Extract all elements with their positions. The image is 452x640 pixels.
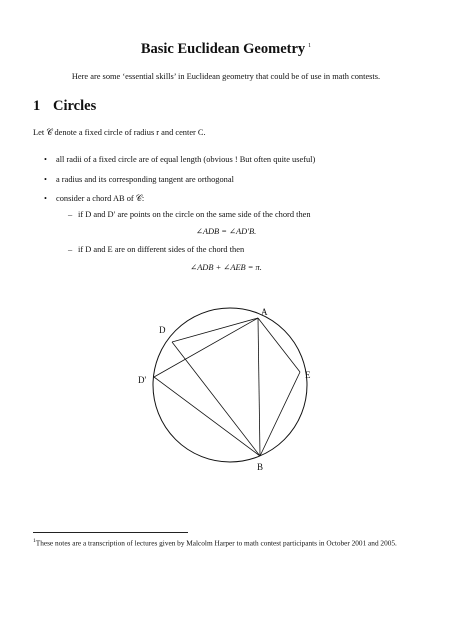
label-a: A bbox=[261, 307, 268, 317]
equation-2: ∠ADB + ∠AEB = π. bbox=[190, 263, 262, 272]
segment-d-prime-b bbox=[154, 377, 260, 456]
footnote-rule bbox=[33, 532, 188, 533]
bullet-item bbox=[44, 194, 145, 204]
title-footnote-mark: 1 bbox=[308, 43, 312, 49]
title-text: Basic Euclidean Geometry bbox=[140, 41, 306, 57]
label-b: B bbox=[257, 462, 264, 472]
bullet-symbol: • bbox=[44, 175, 47, 184]
section-title: Circles bbox=[53, 98, 97, 114]
footnote-text: These notes are a transcription of lectures given by Malcolm Harper to math contest participants in October 2001 and 2005. bbox=[35, 538, 397, 548]
page-title bbox=[0, 41, 452, 58]
bullet-text: consider a chord AB of 𝒞: bbox=[56, 194, 145, 203]
footnote-mark: 1 bbox=[33, 538, 36, 544]
subitem bbox=[68, 245, 245, 254]
segment-db bbox=[172, 342, 260, 456]
circle-definition: Let 𝒞 denote a fixed circle of radius r and center C. bbox=[33, 128, 206, 137]
bullet-item bbox=[44, 175, 234, 184]
segment-ad-prime bbox=[154, 318, 258, 377]
dash-symbol: – bbox=[68, 210, 73, 219]
section-heading bbox=[33, 98, 96, 115]
bullet-symbol: • bbox=[44, 194, 47, 203]
segment-eb bbox=[260, 372, 300, 456]
bullet-item bbox=[44, 155, 316, 164]
bullet-text: all radii of a fixed circle are of equal length (obvious ! But often quite useful) bbox=[56, 155, 316, 164]
subitem-text: if D and E are on different sides of the chord then bbox=[78, 245, 245, 254]
label-e: E bbox=[305, 370, 311, 380]
chord-ab bbox=[258, 318, 260, 456]
segment-ad bbox=[172, 318, 258, 342]
bullet-text: a radius and its corresponding tangent are orthogonal bbox=[56, 175, 234, 184]
equation-1: ∠ADB = ∠AD′B. bbox=[195, 227, 257, 236]
label-d: D bbox=[159, 325, 166, 335]
segment-ae bbox=[258, 318, 300, 372]
label-d-prime: D' bbox=[138, 375, 147, 385]
bullet-symbol: • bbox=[44, 155, 47, 164]
circle bbox=[153, 308, 307, 462]
section-number: 1 bbox=[33, 98, 41, 114]
dash-symbol: – bbox=[68, 245, 73, 254]
subitem-text: if D and D′ are points on the circle on the same side of the chord then bbox=[78, 210, 311, 219]
footnote bbox=[33, 537, 423, 548]
subitem bbox=[68, 210, 311, 219]
intro-paragraph: Here are some ‘essential skills’ in Euclidean geometry that could be of use in math contests. bbox=[71, 72, 381, 81]
